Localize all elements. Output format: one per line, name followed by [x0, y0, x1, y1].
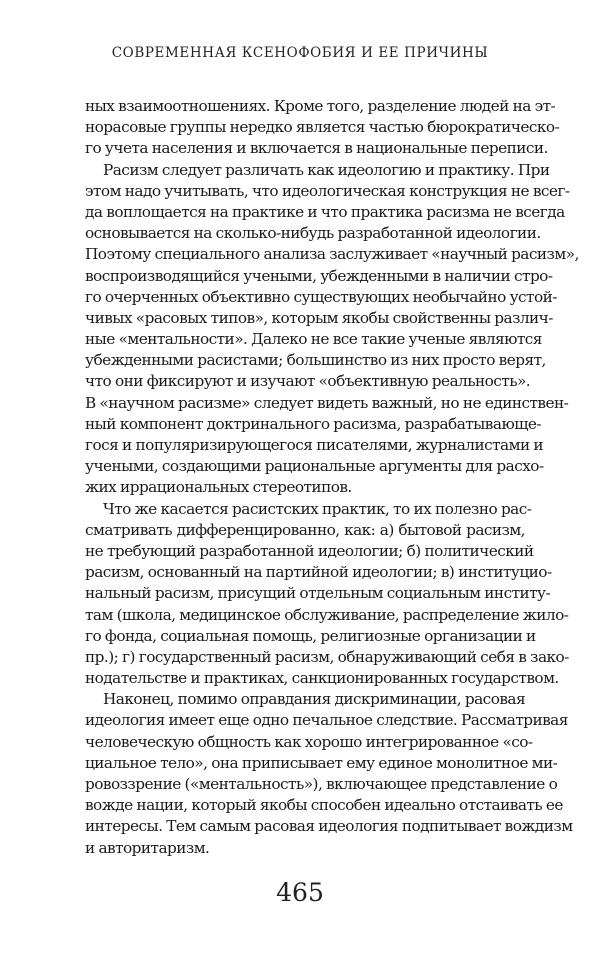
- text-line: что они фиксируют и изучают «объективную реальность».: [85, 372, 531, 391]
- text-line: ровоззрение («ментальность»), включающее представление о: [85, 775, 558, 793]
- text-line: сматривать дифференцированно, как: а) бытовой расизм,: [85, 520, 525, 539]
- text-line: вожде нации, который якобы способен идеально отстаивать ее: [85, 796, 563, 815]
- text-line: жих иррациональных стереотипов.: [85, 478, 352, 497]
- page-number: 465: [276, 878, 324, 907]
- text-line: и авторитаризм.: [85, 838, 210, 857]
- paragraph: [85, 499, 569, 690]
- text-line: норасовые группы нередко является частью бюрократическо-: [85, 118, 560, 137]
- text-line: убежденными расистами; большинство из них просто верят,: [85, 351, 546, 370]
- text-line: ный компонент доктринального расизма, разрабатывающе-: [85, 414, 541, 433]
- text-line: идеология имеет еще одно печальное следствие. Рассматривая: [85, 711, 568, 730]
- text-line: учеными, создающими рациональные аргументы для расхо-: [85, 457, 544, 476]
- text-line: да воплощается на практике и что практика расизма не всегда: [85, 202, 565, 221]
- text-line: ные «ментальности». Далеко не все такие ученые являются: [85, 330, 542, 349]
- paragraph: [85, 160, 579, 499]
- text-line: чивых «расовых типов», которым якобы свойственны различ-: [85, 308, 553, 327]
- text-line: интересы. Тем самым расовая идеология подпитывает вождизм: [85, 817, 573, 836]
- paragraph: [85, 96, 560, 160]
- text-line: воспроизводящийся учеными, убежденными в наличии стро-: [85, 266, 553, 285]
- text-line: пр.); г) государственный расизм, обнаруживающий себя в зако-: [85, 647, 569, 666]
- text-line: Расизм следует различать как идеологию и практику. При: [103, 160, 550, 179]
- text-line: гося и популяризирующегося писателями, журналистами и: [85, 436, 544, 454]
- text-line: человеческую общность как хорошо интегрированное «со-: [85, 732, 533, 751]
- text-line: ных взаимоотношениях. Кроме того, разделение людей на эт-: [85, 97, 556, 115]
- text-line: Поэтому специального анализа заслуживает «научный расизм»,: [85, 245, 579, 264]
- text-line: нодательстве и практиках, санкционированных государством.: [85, 669, 559, 688]
- text-line: основывается на сколько-нибудь разработанной идеологии.: [85, 224, 541, 243]
- paragraph: [85, 689, 573, 859]
- text-line: нальный расизм, присущий отдельным социальным институ-: [85, 584, 551, 603]
- text-line: этом надо учитывать, что идеологическая конструкция не всег-: [85, 181, 570, 200]
- text-line: Наконец, помимо оправдания дискриминации, расовая: [103, 690, 526, 709]
- text-line: В «научном расизме» следует видеть важный, но не единствен-: [85, 393, 569, 412]
- text-line: циальное тело», она приписывает ему единое монолитное ми-: [85, 753, 558, 772]
- text-line: го очерченных объективно существующих необычайно устой-: [85, 287, 557, 306]
- text-line: там (школа, медицинское обслуживание, распределение жило-: [85, 605, 569, 624]
- running-head: СОВРЕМЕННАЯ КСЕНОФОБИЯ И ЕЕ ПРИЧИНЫ: [111, 45, 489, 61]
- body-text: [85, 96, 579, 859]
- text-line: расизм, основанный на партийной идеологии; в) институцио-: [85, 563, 552, 582]
- text-line: го учета населения и включается в национальные переписи.: [85, 139, 548, 158]
- text-line: не требующий разработанной идеологии; б) политический: [85, 541, 534, 560]
- text-line: Что же касается расистских практик, то их полезно рас-: [103, 499, 532, 518]
- text-line: го фонда, социальная помощь, религиозные организации и: [85, 626, 536, 645]
